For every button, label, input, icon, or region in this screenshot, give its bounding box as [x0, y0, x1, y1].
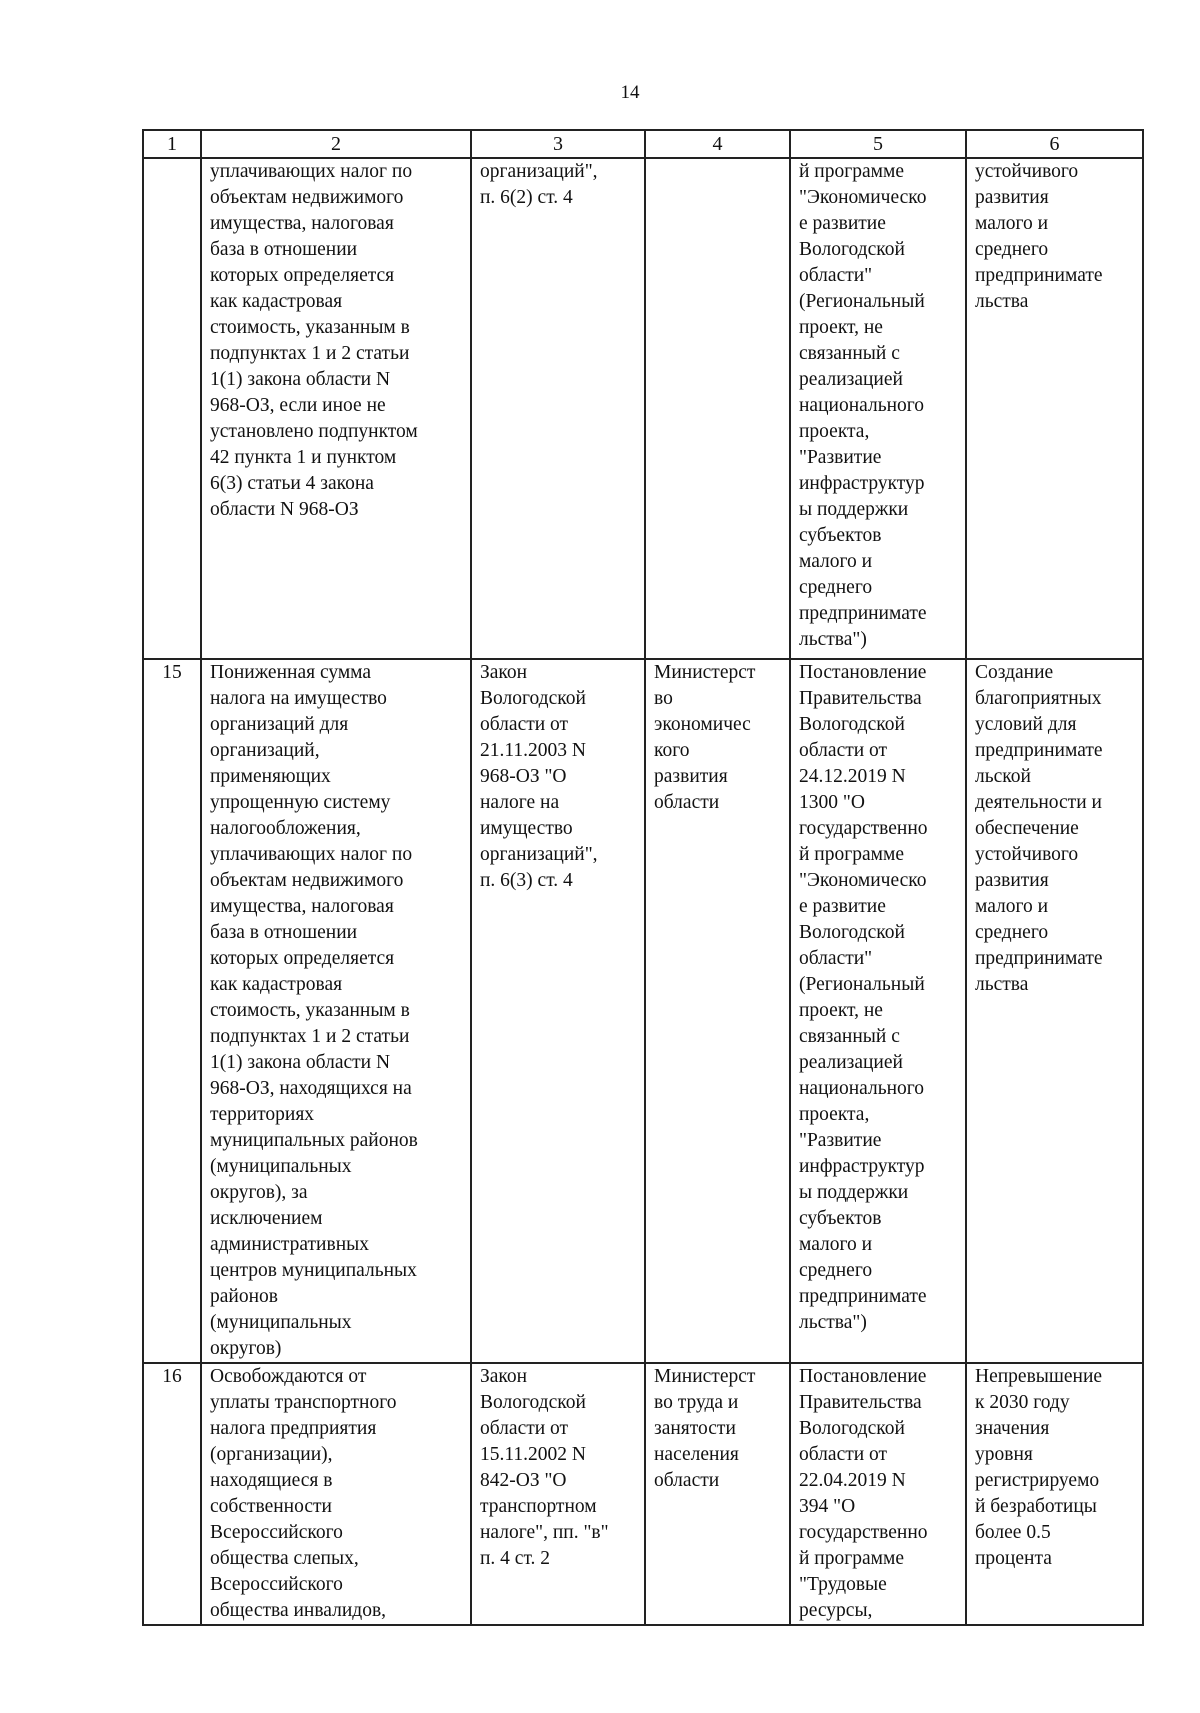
goal: Создание благоприятных условий для предпринимате льской деятельности и обеспечение устойчивого развития малого и среднего предпринимате льства	[966, 659, 1143, 1363]
column-header-3: 3	[471, 130, 645, 158]
curator	[645, 158, 790, 659]
benefits-table	[142, 129, 1144, 1626]
goal: Непревышение к 2030 году значения уровня регистрируемо й безработицы более 0.5 процента	[966, 1363, 1143, 1625]
row-number: 15	[143, 659, 201, 1363]
curator: Министерст во экономичес кого развития области	[645, 659, 790, 1363]
column-header-1: 1	[143, 130, 201, 158]
row-number: 16	[143, 1363, 201, 1625]
program-reference: Постановление Правительства Вологодской области от 22.04.2019 N 394 "О государственно й программе "Трудовые ресурсы,	[790, 1363, 966, 1625]
row-number	[143, 158, 201, 659]
benefit-description: уплачивающих налог по объектам недвижимого имущества, налоговая база в отношении которых определяется как кадастровая стоимость, указанным в подпунктах 1 и 2 статьи 1(1) закона области N 968-ОЗ, если иное не установлено подпунктом 42 пункта 1 и пунктом 6(3) статьи 4 закона области N 968-ОЗ	[201, 158, 471, 659]
legal-basis: Закон Вологодской области от 21.11.2003 N 968-ОЗ "О налоге на имущество организаций", п. 6(3) ст. 4	[471, 659, 645, 1363]
table-header-row	[143, 130, 1143, 158]
legal-basis: организаций", п. 6(2) ст. 4	[471, 158, 645, 659]
program-reference: Постановление Правительства Вологодской области от 24.12.2019 N 1300 "О государственно й программе "Экономическо е развитие Вологодской области" (Региональный проект, не связанный с реализацией национального проекта, "Развитие инфраструктур ы поддержки субъектов малого и среднего предпринимате льства")	[790, 659, 966, 1363]
column-header-2: 2	[201, 130, 471, 158]
table-row	[143, 158, 1143, 659]
column-header-6: 6	[966, 130, 1143, 158]
program-reference: й программе "Экономическо е развитие Вологодской области" (Региональный проект, не связанный с реализацией национального проекта, "Развитие инфраструктур ы поддержки субъектов малого и среднего предпринимате льства")	[790, 158, 966, 659]
goal: устойчивого развития малого и среднего предпринимате льства	[966, 158, 1143, 659]
benefit-description: Пониженная сумма налога на имущество организаций для организаций, применяющих упрощенную систему налогообложения, уплачивающих налог по объектам недвижимого имущества, налоговая база в отношении которых определяется как кадастровая стоимость, указанным в подпунктах 1 и 2 статьи 1(1) закона области N 968-ОЗ, находящихся на территориях муниципальных районов (муниципальных округов), за исключением административных центров муниципальных районов (муниципальных округов)	[201, 659, 471, 1363]
benefit-description: Освобождаются от уплаты транспортного налога предприятия (организации), находящиеся в собственности Всероссийского общества слепых, Всероссийского общества инвалидов,	[201, 1363, 471, 1625]
column-header-5: 5	[790, 130, 966, 158]
table-row	[143, 659, 1143, 1363]
column-header-4: 4	[645, 130, 790, 158]
table-row	[143, 1363, 1143, 1625]
page-number: 14	[620, 82, 640, 103]
curator: Министерст во труда и занятости населения области	[645, 1363, 790, 1625]
legal-basis: Закон Вологодской области от 15.11.2002 N 842-ОЗ "О транспортном налоге", пп. "в" п. 4 ст. 2	[471, 1363, 645, 1625]
